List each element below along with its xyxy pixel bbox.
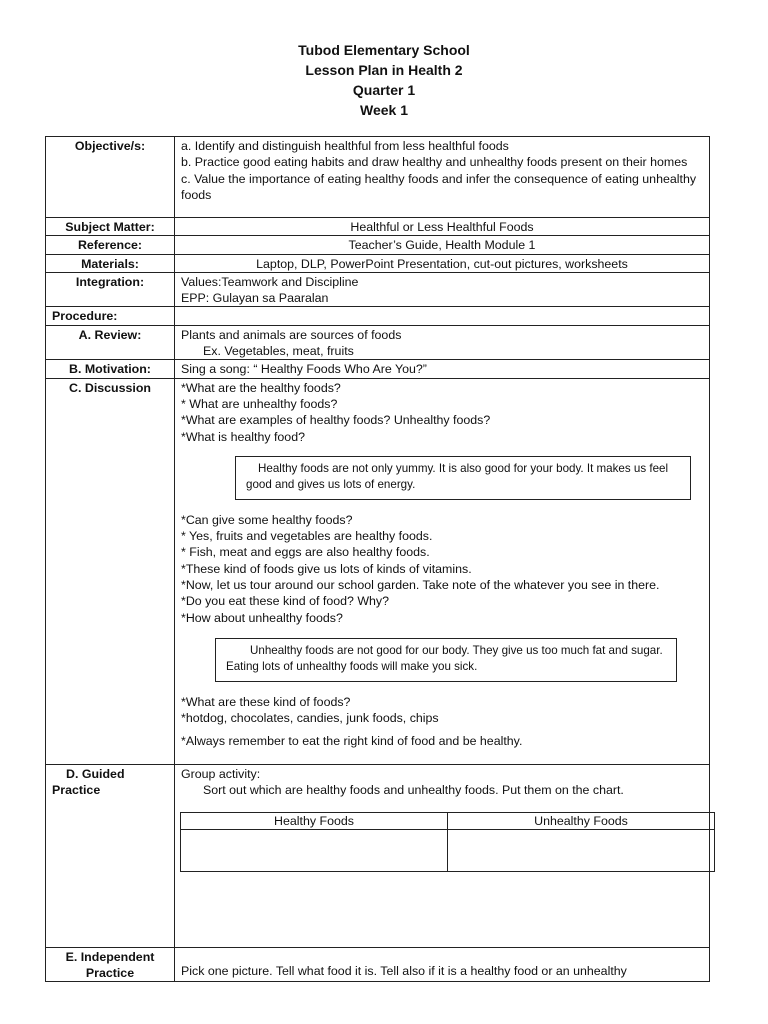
objective-a: a. Identify and distinguish healthful from less healthful foods xyxy=(181,139,509,153)
integration-epp: EPP: Gulayan sa Paaralan xyxy=(181,291,329,306)
unhealthy-foods-cell xyxy=(448,830,715,872)
materials-row xyxy=(46,254,710,272)
guided-practice-label xyxy=(46,764,175,947)
guided-instruction: Sort out which are healthy foods and unhealthy foods. Put them on the chart. xyxy=(203,782,624,797)
discussion-line: *hotdog, chocolates, candies, junk foods, chips xyxy=(181,711,439,726)
discussion-line: *What are these kind of foods? xyxy=(181,694,351,709)
discussion-line: *Can give some healthy foods? xyxy=(181,512,353,527)
guided-practice-content xyxy=(175,764,710,947)
document-header xyxy=(0,40,768,120)
discussion-row xyxy=(46,378,710,764)
discussion-line: * Fish, meat and eggs are also healthy foods. xyxy=(181,545,430,560)
independent-practice-content xyxy=(175,947,710,982)
motivation-value: Sing a song: “ Healthy Foods Who Are You?” xyxy=(175,360,710,378)
guided-activity: Group activity: xyxy=(181,766,261,781)
motivation-row xyxy=(46,360,710,378)
unhealthy-foods-definition-box: Unhealthy foods are not good for our body. They give us too much fat and sugar. Eating lots of unhealthy foods will make you sick. xyxy=(215,638,677,682)
independent-label-line2: Practice xyxy=(85,965,135,980)
review-examples: Ex. Vegetables, meat, fruits xyxy=(203,344,354,359)
healthy-foods-cell xyxy=(181,830,448,872)
discussion-question: *What is healthy food? xyxy=(181,429,305,444)
reference-value: Teacher’s Guide, Health Module 1 xyxy=(175,236,710,254)
sorting-chart xyxy=(180,812,715,872)
guided-practice-row xyxy=(46,764,710,947)
review-line: Plants and animals are sources of foods xyxy=(181,327,402,342)
discussion-label: C. Discussion xyxy=(46,378,175,764)
discussion-question: *What are the healthy foods? xyxy=(181,380,341,395)
objectives-label: Objective/s: xyxy=(46,137,175,218)
lesson-plan-table xyxy=(45,136,710,982)
subject-matter-label: Subject Matter: xyxy=(46,218,175,236)
discussion-content xyxy=(175,378,710,764)
discussion-line: *How about unhealthy foods? xyxy=(181,610,343,625)
healthy-foods-definition-box: Healthy foods are not only yummy. It is also good for your body. It makes us feel good and gives us lots of energy. xyxy=(235,456,691,500)
objectives-row xyxy=(46,137,710,218)
discussion-question: * What are unhealthy foods? xyxy=(181,396,338,411)
discussion-question: *What are examples of healthy foods? Unhealthy foods? xyxy=(181,413,491,428)
objective-b: b. Practice good eating habits and draw healthy and unhealthy foods present on their homes xyxy=(181,155,688,170)
materials-label: Materials: xyxy=(46,254,175,272)
unhealthy-foods-header: Unhealthy Foods xyxy=(448,813,715,830)
integration-label: Integration: xyxy=(46,272,175,307)
guided-label-line1: D. Guided xyxy=(66,766,125,781)
discussion-line: *Do you eat these kind of food? Why? xyxy=(181,594,390,609)
lesson-plan-title: Lesson Plan in Health 2 xyxy=(305,62,463,78)
subject-matter-row xyxy=(46,218,710,236)
procedure-row xyxy=(46,307,710,325)
discussion-line: * Yes, fruits and vegetables are healthy foods. xyxy=(181,529,433,544)
discussion-line: *Now, let us tour around our school garden. Take note of the whatever you see in there. xyxy=(181,578,660,593)
quarter-label: Quarter 1 xyxy=(352,82,416,98)
independent-practice-label xyxy=(46,947,175,982)
review-content xyxy=(175,325,710,360)
materials-value: Laptop, DLP, PowerPoint Presentation, cut-out pictures, worksheets xyxy=(175,254,710,272)
week-label: Week 1 xyxy=(360,102,408,118)
procedure-content xyxy=(175,307,710,325)
discussion-line: *These kind of foods give us lots of kinds of vitamins. xyxy=(181,561,472,576)
school-name: Tubod Elementary School xyxy=(298,42,470,58)
discussion-closing: *Always remember to eat the right kind of food and be healthy. xyxy=(181,733,523,748)
independent-practice-text: Pick one picture. Tell what food it is. Tell also if it is a healthy food or an unhealthy xyxy=(181,963,627,978)
guided-label-line2: Practice xyxy=(52,782,101,797)
reference-label: Reference: xyxy=(46,236,175,254)
objective-c: c. Value the importance of eating healthy foods and infer the consequence of eating unhealthy foods xyxy=(181,171,697,202)
healthy-foods-header: Healthy Foods xyxy=(181,813,448,830)
reference-row xyxy=(46,236,710,254)
review-row xyxy=(46,325,710,360)
motivation-label: B. Motivation: xyxy=(46,360,175,378)
independent-label-line1: E. Independent xyxy=(65,949,155,964)
procedure-label: Procedure: xyxy=(46,307,175,325)
independent-practice-row xyxy=(46,947,710,982)
integration-values: Values:Teamwork and Discipline xyxy=(181,274,359,289)
objectives-content xyxy=(175,137,710,218)
integration-row xyxy=(46,272,710,307)
subject-matter-value: Healthful or Less Healthful Foods xyxy=(175,218,710,236)
review-label: A. Review: xyxy=(46,325,175,360)
integration-content xyxy=(175,272,710,307)
